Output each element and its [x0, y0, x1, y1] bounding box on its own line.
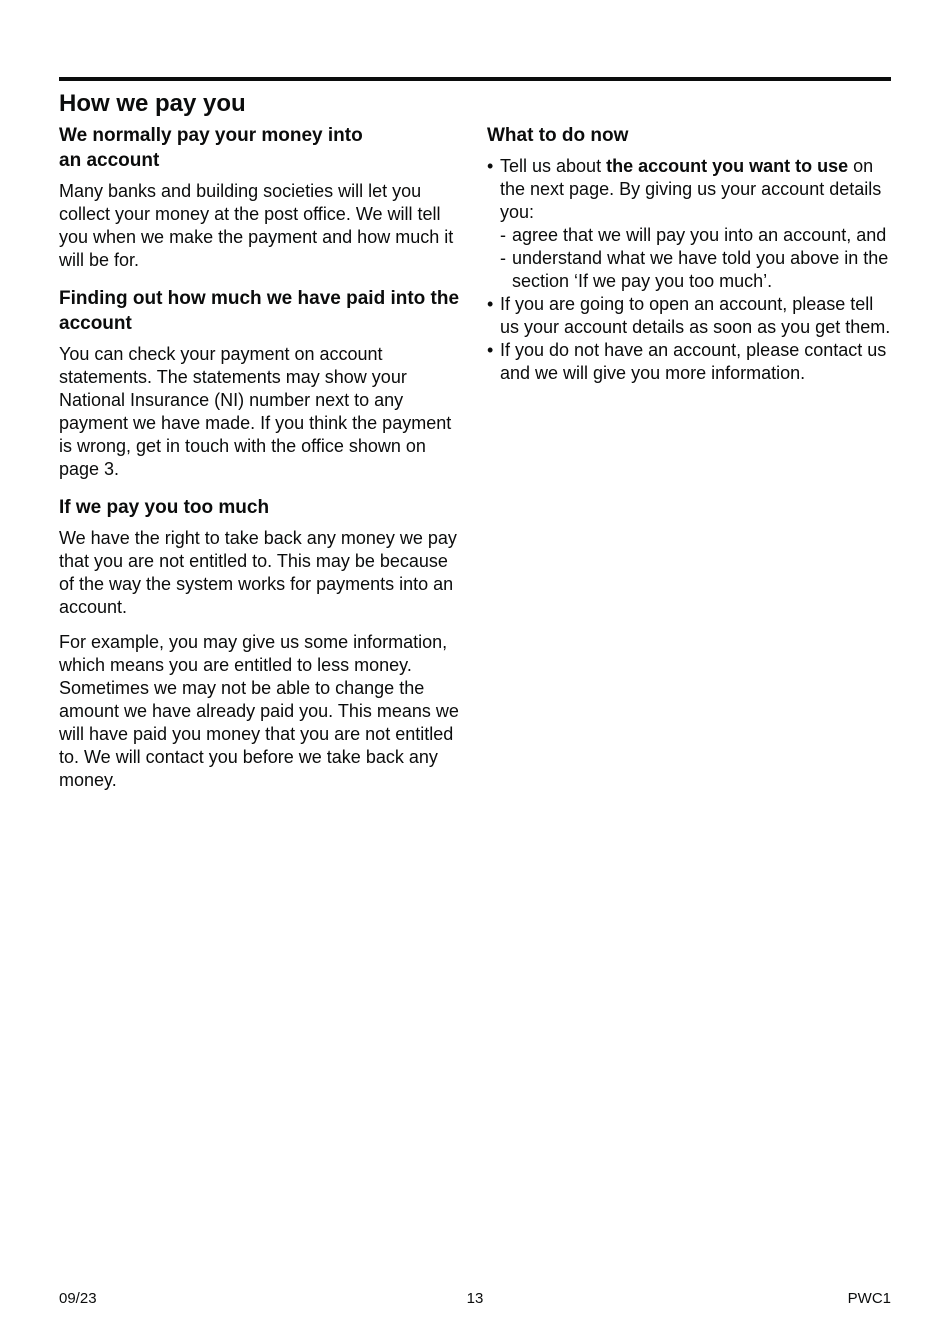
footer-page-number: 13 — [466, 1290, 484, 1307]
section-heading-account-line2: an account — [59, 150, 160, 171]
section-body-account: Many banks and building societies will let you collect your money at the post office. We will tell you when we make the payment and how much it will be for. — [59, 181, 454, 270]
list-item — [487, 155, 893, 293]
sub-list — [500, 224, 893, 293]
sub-list-item: - agree that we will pay you into an account, and — [500, 224, 893, 247]
section-body-finding-out: You can check your payment on account statements. The statements may show your National Insurance (NI) number next to any payment we have made. If you think the payment is wrong, get in touch with the office shown on page 3. — [59, 344, 452, 479]
left-column — [59, 123, 461, 792]
section-body-overpay-1: We have the right to take back any money we pay that you are not entitled to. This may be because of the way the system works for payments into an account. — [59, 528, 457, 617]
section-heading-account — [59, 123, 461, 173]
section-heading-finding-out: Finding out how much we have paid into the account — [59, 288, 460, 334]
section-body-overpay-2: For example, you may give us some information, which means you are entitled to less money. Sometimes we may not be able to change the amount we have already paid you. This means we will have paid you money that you are not entitled to. We will contact you before we take back any money. — [59, 632, 459, 790]
bullet1-bold: the account you want to use — [606, 156, 849, 176]
bullet1-suffix: on the next page. By giving us your account details you: — [500, 156, 882, 222]
page-title: How we pay you — [59, 90, 246, 117]
footer-form-code: PWC1 — [847, 1290, 891, 1307]
right-column — [487, 123, 893, 385]
list-item: • If you are going to open an account, please tell us your account details as soon as you get them. — [487, 293, 893, 339]
section-heading-overpay: If we pay you too much — [59, 497, 270, 518]
section-heading-what-to-do: What to do now — [487, 125, 629, 146]
what-to-do-list — [487, 155, 893, 385]
list-item: • If you do not have an account, please contact us and we will give you more information. — [487, 339, 893, 385]
sub-list-item: - understand what we have told you above in the section ‘If we pay you too much’. — [500, 247, 893, 293]
top-rule — [59, 77, 891, 81]
footer-date: 09/23 — [59, 1290, 97, 1307]
bullet1-prefix: Tell us about — [500, 156, 607, 176]
section-heading-account-line1: We normally pay your money into — [59, 125, 363, 146]
